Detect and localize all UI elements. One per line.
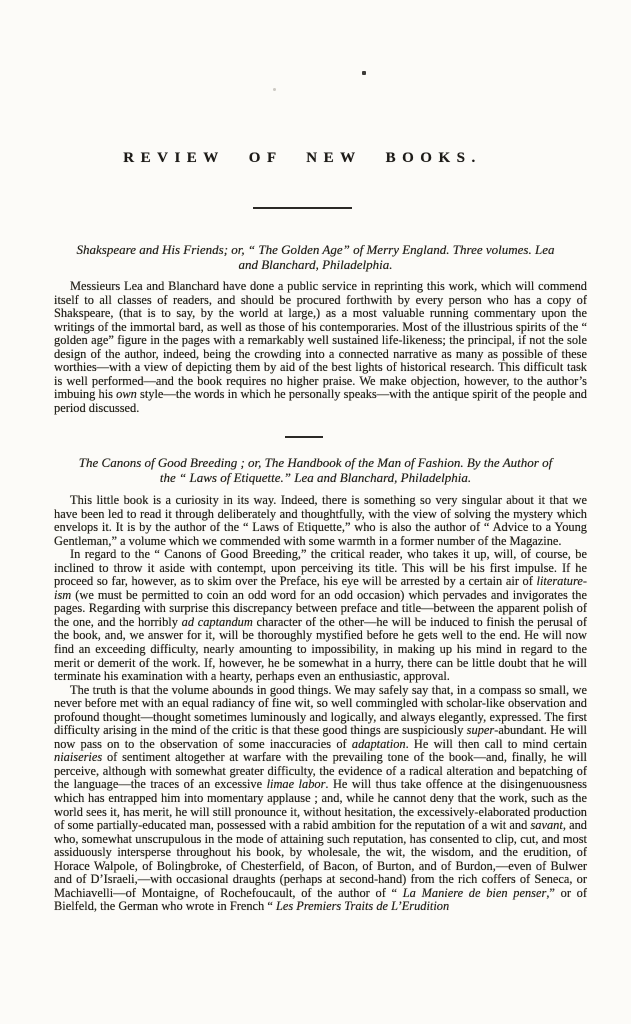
review-heading-line: the “ Laws of Etiquette.” Lea and Blanchard, Philadelphia. xyxy=(159,469,472,485)
review-paragraph: This little book is a curiosity in its way. Indeed, there is something so very singular about it that we have been led to read it through deliberately and thoughtfully, with the view of solving the mystery which envelops it. It is by the author of the “ Laws of Etiquette,” who is also the author of “ Advice to a Young Gentleman,” a volume which we commended with some warmth in a former number of the Magazine. xyxy=(54,493,587,548)
review-paragraph: The truth is that the volume abounds in good things. We may safely say that, in a compass so small, we never before met with an equal radiancy of fine wit, so well commingled with scholar-like observation and profound thought—thought sometimes luminously and logically, and always elegantly, expressed. The first difficulty arising in the mind of the critic is that these good things are suspiciously super-abundant. He will now pass on to the observation of some inaccuracies of adaptation. He will then call to mind certain niaiseries of sentiment altogether at warfare with the prevailing tone of the book—and, finally, he will perceive, although with somewhat greater difficulty, the evidence of a radical alteration and bepatching of the language—the traces of an excessive limae labor. He will thus take offence at the disingenuousness which has entrapped him into momentary applause ; and, while he cannot deny that the work, such as the world sees it, has merit, he will still pronounce it, without hesitation, the excessively-elaborated production of some partially-educated man, possessed with a rabid ambition for the reputation of a wit and savant, and who, somewhat unscrupulous in the mode of attaining such reputation, has consented to clip, cut, and most assiduously intersperse throughout his book, by wholesale, the wit, the wisdom, and the erudition, of Horace Walpole, of Bolingbroke, of Chesterfield, of Bacon, of Burton, and of Burdon,—even of Bulwer and of D’Israeli,—with occasional draughts (perhaps at second-hand) from the rich coffers of Seneca, or Machiavelli—of Montaigne, of Rochefoucault, of the author of “ La Maniere de bien penser,” or of Bielfeld, the German who wrote in French “ Les Premiers Traits de L’Erudition xyxy=(54,682,588,914)
scan-speck xyxy=(273,88,276,91)
review-heading-line: Shakspeare and His Friends; or, “ The Golden Age” of Merry England. Three volumes. Lea xyxy=(76,242,555,257)
review-heading-line: and Blanchard, Philadelphia. xyxy=(238,256,393,272)
review-heading-line: The Canons of Good Breeding ; or, The Handbook of the Man of Fashion. By the Author of xyxy=(78,455,553,470)
page-title: REVIEW OF NEW BOOKS. xyxy=(123,150,482,166)
scan-speck xyxy=(362,71,366,75)
section-divider xyxy=(253,207,352,209)
review-heading xyxy=(49,243,582,272)
review-heading xyxy=(49,456,582,485)
review-body xyxy=(54,280,587,415)
review-paragraph: In regard to the “ Canons of Good Breeding,” the critical reader, who takes it up, will, of course, be inclined to throw it aside with contempt, upon perceiving its title. This will be his first impulse. If he proceed so far, however, as to skim over the Preface, his eye will be arrested by a certain air of literature-ism (we must be permitted to coin an odd word for an odd occasion) which pervades and invigorates the pages. Regarding with surprise this discrepancy between preface and title—between the apparent polish of the one, and the horribly ad captandum character of the other—he will be induced to finish the perusal of the book, and, we answer for it, will be thoroughly mystified before he gets well to the end. He will now find an exceeding difficulty, nearly amounting to impossibility, in making up his mind in regard to the merit or demerit of the work. If, however, he be somewhat in a hurry, there can be little doubt that he will terminate his examination with a hearty, perhaps even an enthusiastic, approval. xyxy=(54,547,587,684)
review-paragraph: Messieurs Lea and Blanchard have done a public service in reprinting this work, which will commend itself to all classes of readers, and should be procured forthwith by every person who has a copy of Shakspeare, (that is to say, by the world at large,) as a most valuable running commentary upon the writings of the immortal bard, as well as those of his contemporaries. Most of the illustrious spirits of the “ golden age” figure in the pages with a remarkably well sustained life-likeness; the principal, if not the sole design of the author, indeed, being the crowding into a connected narrative as many as possible of these worthies—with a view of depicting them by aid of the best lights of historical research. This difficult task is well performed—and the book requires no higher praise. We make objection, however, to the author’s imbuing his own style—the words in which he personally speaks—with the antique spirit of the people and period discussed. xyxy=(54,279,587,415)
review-body xyxy=(54,494,587,914)
section-divider xyxy=(285,436,323,438)
